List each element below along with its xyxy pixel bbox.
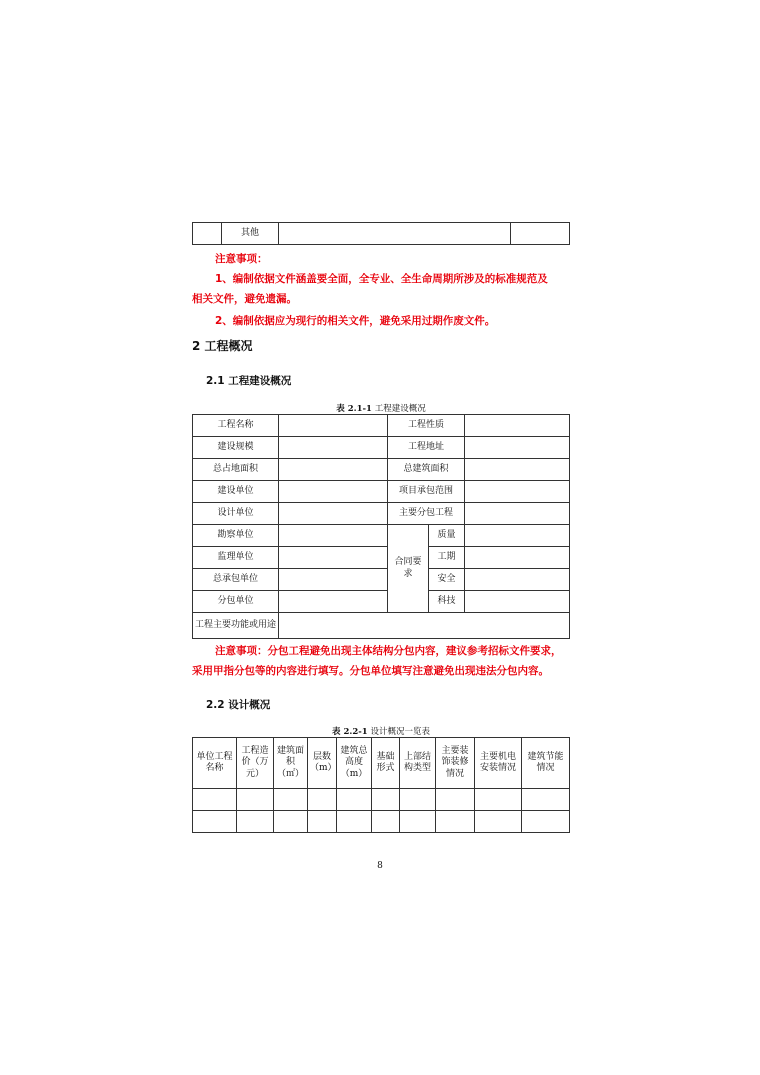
header-cell: 基础形式 (372, 738, 400, 789)
cell-value (279, 613, 570, 639)
cell-value (279, 569, 388, 591)
top-table (192, 222, 570, 245)
cell-value (465, 481, 570, 503)
header-cell: 层数（m） (308, 738, 337, 789)
caption-text: 设计概况一览表 (370, 727, 430, 737)
contract-group-label: 合同要求 (388, 525, 429, 613)
note-item-2: 2、编制依据应为现行的相关文件，避免采用过期作废文件。 (215, 315, 496, 327)
cell-label: 工程名称 (193, 415, 279, 437)
cell-value (279, 525, 388, 547)
contract-item: 工期 (429, 547, 465, 569)
cell-label: 总承包单位 (193, 569, 279, 591)
cell-label: 总占地面积 (193, 459, 279, 481)
cell-value (465, 415, 570, 437)
cell-value (465, 459, 570, 481)
cell-value (465, 591, 570, 613)
subcontract-note: 注意事项：分包工程避免出现主体结构分包内容，建议参考招标文件要求， (215, 645, 562, 657)
note-item-1: 1、编制依据文件涵盖要全面，全专业、全生命周期所涉及的标准规范及 (215, 273, 548, 285)
notes-heading: 注意事项： (215, 253, 268, 265)
note-item-1-cont: 相关文件，避免遗漏。 (192, 293, 297, 305)
contract-item: 科技 (429, 591, 465, 613)
header-cell: 单位工程名称 (193, 738, 237, 789)
design-overview-table (192, 737, 570, 833)
table-row (193, 811, 570, 833)
caption-text: 工程建设概况 (374, 404, 426, 414)
cell-label: 主要分包工程 (388, 503, 465, 525)
cell-value (465, 547, 570, 569)
cell-label: 建设规模 (193, 437, 279, 459)
header-cell: 建筑总高度（m） (337, 738, 372, 789)
cell-label: 勘察单位 (193, 525, 279, 547)
cell-value (279, 591, 388, 613)
project-overview-table (192, 414, 570, 639)
cell-label: 工程地址 (388, 437, 465, 459)
cell-value (279, 503, 388, 525)
cell-label: 分包单位 (193, 591, 279, 613)
cell-value (279, 437, 388, 459)
cell-value (279, 459, 388, 481)
contract-item: 安全 (429, 569, 465, 591)
cell-label: 工程性质 (388, 415, 465, 437)
subcontract-note-cont: 采用甲指分包等的内容进行填写。分包单位填写注意避免出现违法分包内容。 (192, 665, 549, 677)
header-cell: 主要机电安装情况 (475, 738, 522, 789)
cell-value (465, 525, 570, 547)
caption-number: 表 2.2-1 (332, 727, 368, 737)
cell-value (465, 437, 570, 459)
section-2-1-title: 2.1 工程建设概况 (206, 375, 292, 387)
cell-value (279, 415, 388, 437)
section-2-2-title: 2.2 设计概况 (206, 699, 271, 711)
header-cell: 工程造价（万元） (237, 738, 274, 789)
page-number: 8 (377, 861, 383, 871)
table-2-2-caption (192, 725, 570, 737)
cell-label: 建设单位 (193, 481, 279, 503)
header-cell: 建筑节能情况 (522, 738, 570, 789)
cell-label: 项目承包范围 (388, 481, 465, 503)
header-cell: 建筑面积（㎡） (274, 738, 308, 789)
cell-value (279, 481, 388, 503)
cell-value (465, 569, 570, 591)
cell-label: 总建筑面积 (388, 459, 465, 481)
header-cell: 主要装饰装修情况 (436, 738, 475, 789)
header-cell: 上部结构类型 (400, 738, 436, 789)
top-table-label: 其他 (222, 223, 279, 245)
table-2-1-caption (192, 402, 570, 414)
cell-label: 工程主要功能或用途 (193, 613, 279, 639)
section-2-title: 2 工程概况 (192, 339, 253, 353)
table-row (193, 789, 570, 811)
contract-item: 质量 (429, 525, 465, 547)
caption-number: 表 2.1-1 (336, 404, 372, 414)
cell-label: 设计单位 (193, 503, 279, 525)
cell-value (465, 503, 570, 525)
cell-value (279, 547, 388, 569)
cell-label: 监理单位 (193, 547, 279, 569)
